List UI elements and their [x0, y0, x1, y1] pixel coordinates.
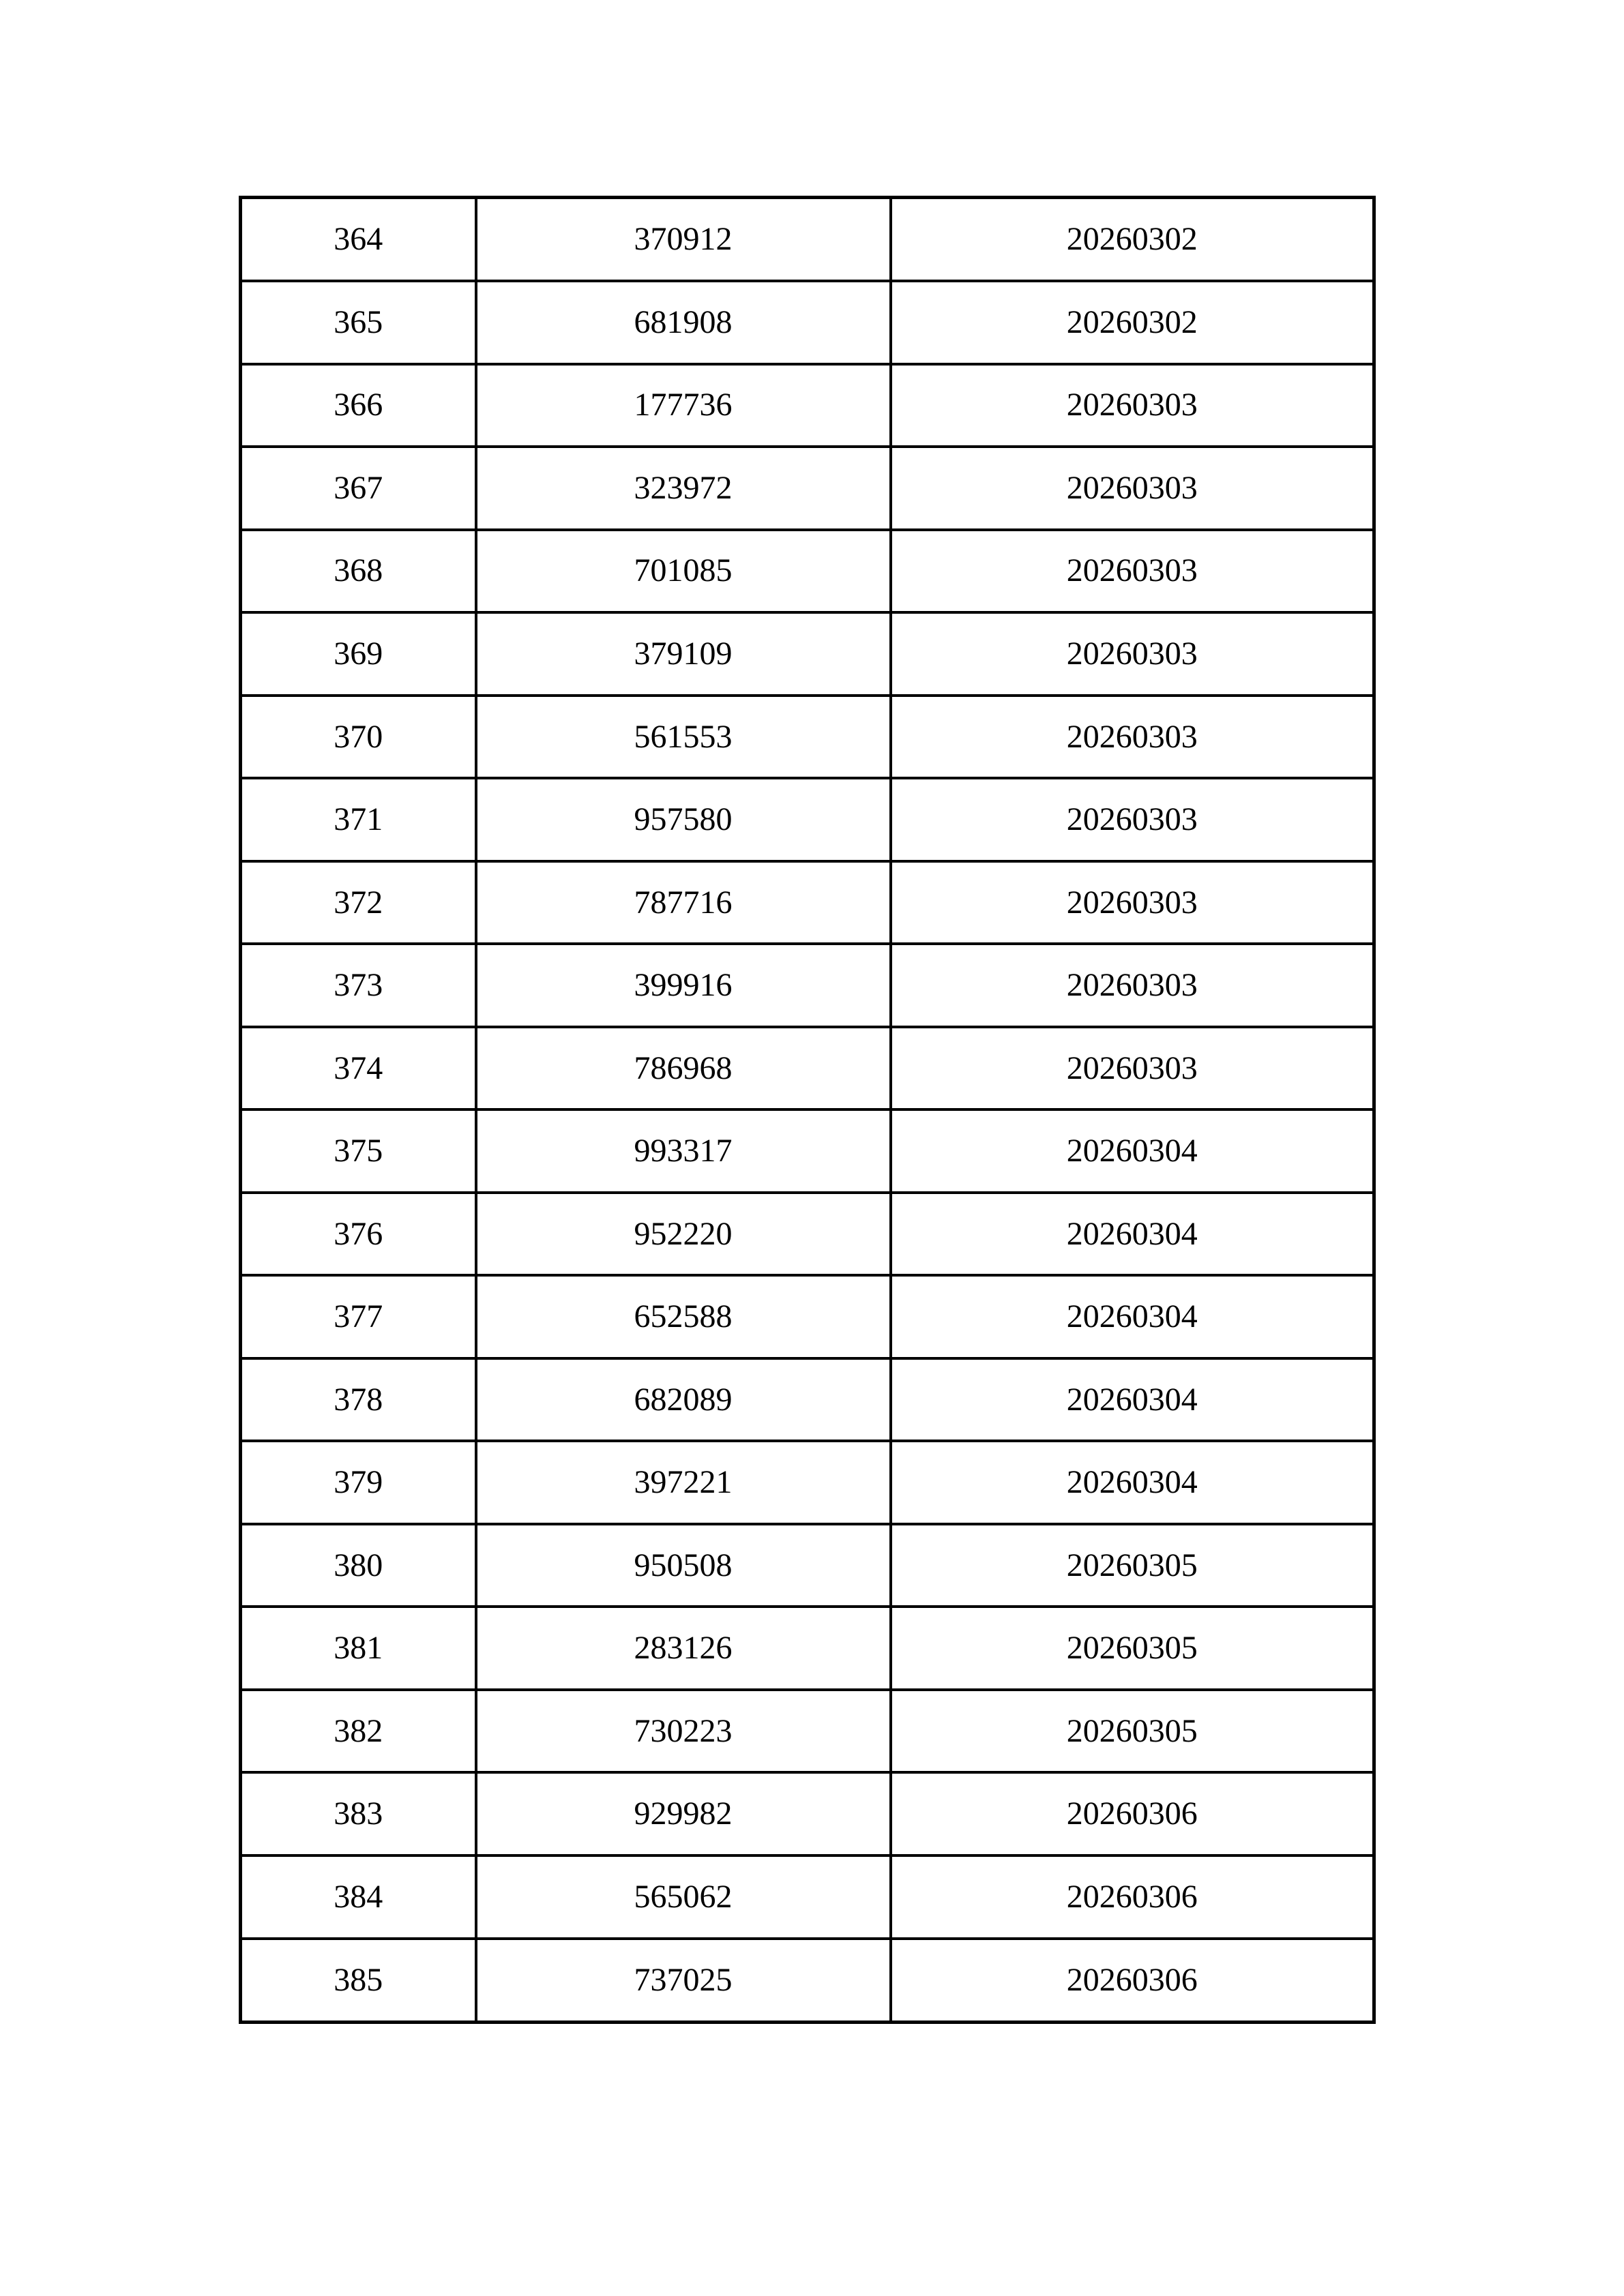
table-body	[241, 198, 1374, 2023]
table-row	[241, 1855, 1374, 1939]
table-cell: 399916	[476, 944, 891, 1027]
table-cell: 20260306	[891, 1855, 1374, 1939]
table-cell: 20260303	[891, 530, 1374, 613]
table-cell: 993317	[476, 1109, 891, 1193]
table-cell: 373	[241, 944, 476, 1027]
table-cell: 367	[241, 447, 476, 530]
table-row	[241, 944, 1374, 1027]
table-cell: 384	[241, 1855, 476, 1939]
table-row	[241, 612, 1374, 696]
table-cell: 20260304	[891, 1275, 1374, 1358]
table-cell: 786968	[476, 1027, 891, 1110]
table-row	[241, 447, 1374, 530]
table-cell: 701085	[476, 530, 891, 613]
table-row	[241, 861, 1374, 944]
table-row	[241, 1109, 1374, 1193]
table-cell: 381	[241, 1607, 476, 1690]
table-cell: 380	[241, 1524, 476, 1607]
table-cell: 737025	[476, 1939, 891, 2023]
table-cell: 368	[241, 530, 476, 613]
table-cell: 20260303	[891, 944, 1374, 1027]
table-cell: 20260303	[891, 364, 1374, 447]
table-cell: 397221	[476, 1441, 891, 1524]
table-cell: 371	[241, 778, 476, 861]
table-row	[241, 1607, 1374, 1690]
table-cell: 370	[241, 696, 476, 779]
table-cell: 681908	[476, 281, 891, 364]
table-cell: 20260306	[891, 1939, 1374, 2023]
table-cell: 385	[241, 1939, 476, 2023]
table-cell: 20260305	[891, 1690, 1374, 1773]
table-cell: 379	[241, 1441, 476, 1524]
table-cell: 20260303	[891, 778, 1374, 861]
table-cell: 952220	[476, 1193, 891, 1276]
table-cell: 20260302	[891, 281, 1374, 364]
table-cell: 929982	[476, 1772, 891, 1855]
table-row	[241, 530, 1374, 613]
table-row	[241, 1524, 1374, 1607]
table-cell: 20260306	[891, 1772, 1374, 1855]
table-cell: 20260303	[891, 1027, 1374, 1110]
table-row	[241, 198, 1374, 282]
table-cell: 20260305	[891, 1524, 1374, 1607]
table-cell: 20260304	[891, 1109, 1374, 1193]
table-cell: 950508	[476, 1524, 891, 1607]
table-cell: 375	[241, 1109, 476, 1193]
table-cell: 730223	[476, 1690, 891, 1773]
table-cell: 20260305	[891, 1607, 1374, 1690]
table-cell: 20260303	[891, 612, 1374, 696]
table-cell: 561553	[476, 696, 891, 779]
table-row	[241, 1358, 1374, 1442]
table-row	[241, 1939, 1374, 2023]
table-cell: 378	[241, 1358, 476, 1442]
table-cell: 957580	[476, 778, 891, 861]
table-cell: 787716	[476, 861, 891, 944]
table-row	[241, 364, 1374, 447]
table-cell: 565062	[476, 1855, 891, 1939]
table-cell: 379109	[476, 612, 891, 696]
table-cell: 20260303	[891, 696, 1374, 779]
table-cell: 177736	[476, 364, 891, 447]
table-cell: 376	[241, 1193, 476, 1276]
table-cell: 374	[241, 1027, 476, 1110]
table-cell: 20260304	[891, 1193, 1374, 1276]
table-row	[241, 696, 1374, 779]
table-row	[241, 1027, 1374, 1110]
table-cell: 20260303	[891, 447, 1374, 530]
table-cell: 369	[241, 612, 476, 696]
table-cell: 652588	[476, 1275, 891, 1358]
table-cell: 20260302	[891, 198, 1374, 282]
table-row	[241, 1690, 1374, 1773]
table-row	[241, 1275, 1374, 1358]
table-cell: 283126	[476, 1607, 891, 1690]
table-cell: 682089	[476, 1358, 891, 1442]
table-row	[241, 1441, 1374, 1524]
table-cell: 372	[241, 861, 476, 944]
table-cell: 20260303	[891, 861, 1374, 944]
table-row	[241, 1772, 1374, 1855]
table-cell: 382	[241, 1690, 476, 1773]
table-cell: 364	[241, 198, 476, 282]
table-cell: 20260304	[891, 1358, 1374, 1442]
table-cell: 20260304	[891, 1441, 1374, 1524]
data-table	[239, 196, 1376, 2024]
table-cell: 323972	[476, 447, 891, 530]
table-row	[241, 281, 1374, 364]
table-cell: 370912	[476, 198, 891, 282]
table-row	[241, 778, 1374, 861]
table-cell: 366	[241, 364, 476, 447]
table-cell: 383	[241, 1772, 476, 1855]
table-cell: 365	[241, 281, 476, 364]
table-row	[241, 1193, 1374, 1276]
table-cell: 377	[241, 1275, 476, 1358]
